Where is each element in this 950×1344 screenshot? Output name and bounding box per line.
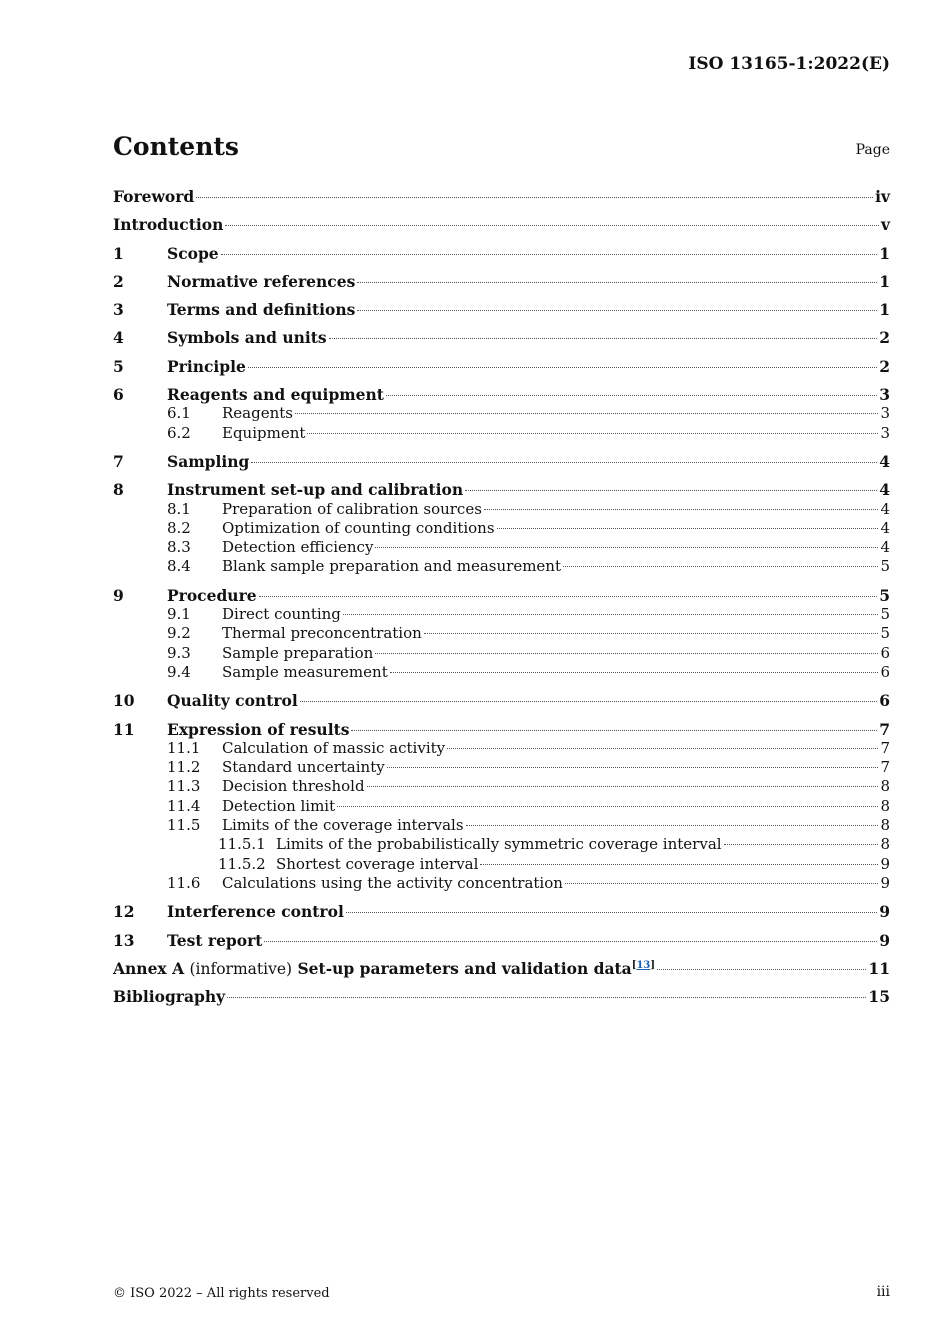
- dot-leader: [357, 281, 877, 283]
- toc-entry[interactable]: [113, 777, 890, 796]
- toc-entry-number: 8.1: [167, 499, 191, 518]
- dot-leader: [466, 824, 879, 826]
- toc-entry-page: 5: [880, 605, 890, 624]
- toc-entry[interactable]: [113, 215, 890, 234]
- toc-entry-page: 7: [880, 758, 890, 777]
- toc-entry-number: 8.3: [167, 538, 191, 557]
- toc-entry-number: 13: [113, 930, 135, 950]
- toc-entry-page: 3: [879, 385, 890, 405]
- toc-entry-page: 7: [880, 738, 890, 757]
- toc-entry[interactable]: [113, 835, 890, 854]
- annex-reference: [13]: [631, 959, 656, 971]
- toc-entry[interactable]: [113, 691, 890, 710]
- toc-entry-title: Preparation of calibration sources: [222, 499, 482, 518]
- toc-entry-title: Blank sample preparation and measurement: [222, 557, 561, 576]
- footer-copyright: © ISO 2022 – All rights reserved: [113, 1286, 330, 1301]
- dot-leader: [300, 700, 877, 702]
- toc-entry-page: 4: [880, 499, 890, 518]
- toc-entry-number: 9.1: [167, 605, 191, 624]
- toc-entry-page: 1: [879, 300, 890, 320]
- toc-entry[interactable]: [113, 538, 890, 557]
- toc-entry-page: 9: [880, 873, 890, 892]
- toc-entry-number: 9: [113, 585, 124, 605]
- toc-entry-number: 10: [113, 691, 135, 711]
- dot-leader: [221, 253, 878, 255]
- toc-entry[interactable]: [113, 797, 890, 816]
- dot-leader: [480, 863, 878, 865]
- toc-entry-page: 8: [880, 835, 890, 854]
- toc-entry-page: 4: [880, 538, 890, 557]
- toc-entry[interactable]: [113, 874, 890, 893]
- toc-entry-page: 1: [879, 271, 890, 291]
- toc-entry-number: 11.6: [167, 873, 201, 892]
- dot-leader: [465, 489, 877, 491]
- toc-entry-number: 11.2: [167, 758, 201, 777]
- toc-entry[interactable]: [113, 404, 890, 423]
- toc-entry-number: 7: [113, 451, 124, 471]
- toc-entry-page: 8: [880, 777, 890, 796]
- toc-entry-title: Sampling: [167, 451, 250, 471]
- toc-entry-page: 5: [880, 557, 890, 576]
- dot-leader: [307, 432, 878, 434]
- toc-entry-page: 4: [880, 518, 890, 537]
- toc-entry-title: Test report: [167, 930, 263, 950]
- dot-leader: [346, 911, 877, 913]
- toc-entry-number: 11.4: [167, 796, 201, 815]
- toc-entry-page: 2: [879, 356, 890, 376]
- toc-entry-title: Direct counting: [222, 605, 341, 624]
- toc-entry-title: Procedure: [167, 585, 257, 605]
- toc-entry-number: 11.5.1: [218, 835, 266, 854]
- toc-entry-page: 4: [879, 451, 890, 471]
- toc-entry-page: 8: [880, 796, 890, 815]
- dot-leader: [196, 196, 873, 198]
- annex-title: Set-up parameters and validation data: [297, 958, 632, 978]
- dot-leader: [251, 461, 877, 463]
- dot-leader: [367, 785, 879, 787]
- toc-entry-title: Interference control: [167, 902, 344, 922]
- toc-entry-number: 11.1: [167, 738, 201, 757]
- toc-entry[interactable]: [113, 739, 890, 758]
- dot-leader: [357, 309, 877, 311]
- toc-entry-title: Limits of the coverage intervals: [222, 816, 464, 835]
- toc-entry-title: Equipment: [222, 423, 306, 442]
- toc-entry[interactable]: [113, 452, 890, 471]
- toc-entry-number: 11.3: [167, 777, 201, 796]
- toc-entry-page: 5: [880, 624, 890, 643]
- toc-entry-number: 11: [113, 719, 135, 739]
- dot-leader: [343, 613, 879, 615]
- toc-entry-title: Principle: [167, 356, 246, 376]
- document-header-code: ISO 13165-1:2022(E): [688, 54, 890, 74]
- toc-entry-page: 7: [879, 719, 890, 739]
- toc-entry[interactable]: [113, 586, 890, 605]
- dot-leader: [227, 996, 866, 998]
- toc-entry-number: 11.5.2: [218, 854, 266, 873]
- toc-entry-title: [113, 959, 655, 979]
- toc-entry-number: 6.2: [167, 423, 191, 442]
- toc-entry-number: 6.1: [167, 404, 191, 423]
- contents-title: Contents: [113, 132, 240, 161]
- toc-entry[interactable]: [113, 500, 890, 519]
- toc-entry-page: 9: [879, 902, 890, 922]
- toc-entry-number: 4: [113, 328, 124, 348]
- toc-entry-number: 8: [113, 480, 124, 500]
- toc-entry-title: Foreword: [113, 187, 195, 206]
- toc-entry-page: 9: [879, 930, 890, 950]
- toc-entry-number: 8.2: [167, 518, 191, 537]
- toc-entry-page: 3: [880, 423, 890, 442]
- toc-entry-title: Bibliography: [113, 987, 226, 1007]
- toc-entry-title: Limits of the probabilistically symmetric coverage interval: [276, 835, 722, 854]
- toc-entry-title: Scope: [167, 243, 219, 263]
- toc-entry-annex-a[interactable]: [113, 959, 890, 978]
- reference-link[interactable]: 13: [636, 959, 651, 971]
- toc-entry[interactable]: [113, 272, 890, 291]
- toc-entry-number: 6: [113, 385, 124, 405]
- toc-entry-title: Calculation of massic activity: [222, 738, 446, 757]
- toc-entry[interactable]: [113, 328, 890, 347]
- dot-leader: [259, 595, 878, 597]
- toc-entry[interactable]: [113, 480, 890, 499]
- toc-entry-title: Thermal preconcentration: [222, 624, 422, 643]
- dot-leader: [295, 412, 878, 414]
- toc-entry[interactable]: [113, 931, 890, 950]
- toc-entry-bibliography[interactable]: [113, 987, 890, 1006]
- toc-entry-title: Sample measurement: [222, 662, 388, 681]
- dot-leader: [248, 366, 877, 368]
- toc-entry-title: Quality control: [167, 691, 298, 711]
- toc-entry-page: iv: [875, 187, 890, 206]
- toc-entry[interactable]: [113, 902, 890, 921]
- dot-leader: [563, 565, 878, 567]
- toc-entry-title: Normative references: [167, 271, 356, 291]
- toc-entry-page: 9: [880, 854, 890, 873]
- toc-entry-page: 6: [879, 691, 890, 711]
- toc-entry-page: 5: [879, 585, 890, 605]
- toc-entry-number: 11.5: [167, 816, 201, 835]
- toc-entry[interactable]: [113, 385, 890, 404]
- toc-entry-title: Shortest coverage interval: [276, 854, 479, 873]
- toc-entry-page: 2: [879, 328, 890, 348]
- table-of-contents: [113, 184, 890, 1006]
- footer-page-number: iii: [876, 1284, 890, 1300]
- dot-leader: [484, 508, 879, 510]
- toc-entry-title: Instrument set-up and calibration: [167, 480, 464, 500]
- toc-entry[interactable]: [113, 644, 890, 663]
- toc-entry-page: 3: [880, 404, 890, 423]
- dot-leader: [657, 968, 866, 970]
- toc-entry-page: 4: [879, 480, 890, 500]
- toc-entry-number: 12: [113, 902, 135, 922]
- toc-entry[interactable]: [113, 357, 890, 376]
- annex-label: Annex A: [113, 958, 185, 978]
- toc-entry-page: 6: [880, 643, 890, 662]
- toc-entry-page: 15: [868, 987, 890, 1007]
- toc-entry-number: 9.2: [167, 624, 191, 643]
- toc-entry[interactable]: [113, 720, 890, 739]
- toc-entry[interactable]: [113, 816, 890, 835]
- toc-entry[interactable]: [113, 557, 890, 576]
- dot-leader: [264, 940, 877, 942]
- annex-qualifier: (informative): [189, 959, 293, 978]
- dot-leader: [337, 805, 878, 807]
- toc-entry-page: 6: [880, 662, 890, 681]
- toc-entry-title: Decision threshold: [222, 777, 365, 796]
- toc-entry-title: Reagents: [222, 404, 293, 423]
- dot-leader: [225, 224, 879, 226]
- toc-entry-page: v: [880, 215, 890, 235]
- toc-entry-title: Sample preparation: [222, 643, 374, 662]
- toc-entry[interactable]: [113, 187, 890, 206]
- toc-entry-title: Terms and definitions: [167, 300, 356, 320]
- toc-entry-number: 9.3: [167, 643, 191, 662]
- toc-entry-number: 1: [113, 243, 124, 263]
- dot-leader: [351, 729, 877, 731]
- dot-leader: [329, 337, 878, 339]
- dot-leader: [424, 632, 879, 634]
- page-column-label: Page: [855, 142, 890, 158]
- toc-entry-number: 8.4: [167, 557, 191, 576]
- toc-entry-title: Expression of results: [167, 719, 350, 739]
- toc-entry-page: 8: [880, 816, 890, 835]
- toc-entry-title: Detection limit: [222, 796, 336, 815]
- toc-entry[interactable]: [113, 624, 890, 643]
- toc-entry-title: Optimization of counting conditions: [222, 518, 495, 537]
- toc-entry-number: 9.4: [167, 662, 191, 681]
- toc-entry[interactable]: [113, 758, 890, 777]
- dot-leader: [386, 394, 877, 396]
- toc-entry[interactable]: [113, 244, 890, 263]
- toc-entry-title: Standard uncertainty: [222, 758, 385, 777]
- toc-entry[interactable]: [113, 300, 890, 319]
- toc-entry-title: Detection efficiency: [222, 538, 374, 557]
- toc-entry[interactable]: [113, 424, 890, 443]
- toc-entry-page: 11: [868, 958, 890, 978]
- dot-leader: [375, 546, 878, 548]
- toc-entry-number: 5: [113, 356, 124, 376]
- toc-entry[interactable]: [113, 519, 890, 538]
- toc-entry-title: Introduction: [113, 215, 224, 235]
- dot-leader: [447, 747, 878, 749]
- dot-leader: [390, 671, 879, 673]
- toc-entry[interactable]: [113, 605, 890, 624]
- toc-entry-title: Calculations using the activity concentration: [222, 873, 563, 892]
- toc-entry-title: Reagents and equipment: [167, 385, 384, 405]
- dot-leader: [724, 843, 879, 845]
- toc-entry-number: 2: [113, 271, 124, 291]
- toc-entry[interactable]: [113, 663, 890, 682]
- toc-entry-page: 1: [879, 243, 890, 263]
- dot-leader: [387, 766, 879, 768]
- dot-leader: [375, 652, 878, 654]
- toc-entry-title: Symbols and units: [167, 328, 327, 348]
- toc-entry-number: 3: [113, 300, 124, 320]
- toc-entry[interactable]: [113, 855, 890, 874]
- dot-leader: [497, 527, 879, 529]
- dot-leader: [565, 882, 879, 884]
